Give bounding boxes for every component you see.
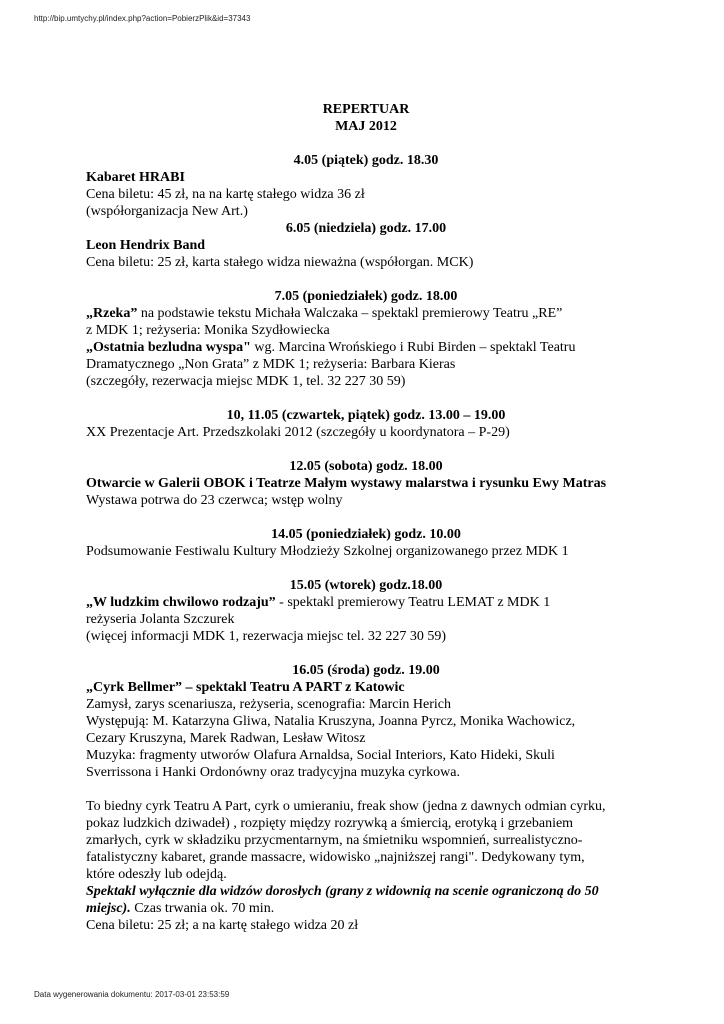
event-line: Podsumowanie Festiwalu Kultury Młodzieży Szkolnej organizowanego przez MDK 1: [86, 544, 569, 559]
page-subtitle: MAJ 2012: [335, 119, 397, 134]
generation-date-footer: Data wygenerowania dokumentu: 2017-03-01 23:53:59: [34, 990, 230, 999]
duration-text: Czas trwania ok. 70 min.: [130, 901, 275, 916]
audience-warning: Spektakl wyłącznie dla widzów dorosłych (grany z widownią na scenie ograniczoną do 50: [86, 884, 599, 899]
event-line: Sverrissona i Hanki Ordonówny oraz tradycyjna muzyka cyrkowa.: [86, 765, 461, 780]
event-price: Cena biletu: 25 zł; a na kartę stałego widza 20 zł: [86, 918, 359, 933]
event-price: Cena biletu: 45 zł, na na kartę stałego widza 36 zł: [86, 187, 365, 202]
header-url: http://bip.umtychy.pl/index.php?action=PobierzPlik&id=37343: [34, 14, 251, 23]
event-line: Wystawa potrwa do 23 czerwca; wstęp wolny: [86, 493, 343, 508]
event-date: 7.05 (poniedziałek) godz. 18.00: [274, 289, 458, 304]
description-line: To biedny cyrk Teatru A Part, cyrk o umieraniu, freak show (jedna z dawnych odmian cyrku,: [86, 799, 606, 814]
description-line: pokaz ludzkich dziwadeł) , rozpięty między rozrywką a śmiercią, erotyką i grzebaniem: [86, 816, 574, 831]
event-line: Muzyka: fragmenty utworów Olafura Arnaldsa, Social Interiors, Kato Hideki, Skuli: [86, 748, 555, 763]
event-title: „Ostatnia bezludna wyspa": [86, 340, 251, 355]
event-line: z MDK 1; reżyseria: Monika Szydłowiecka: [86, 323, 330, 338]
audience-warning-line: [86, 900, 646, 917]
event-line: (więcej informacji MDK 1, rezerwacja miejsc tel. 32 227 30 59): [86, 629, 446, 644]
event-line: XX Prezentacje Art. Przedszkolaki 2012 (szczegóły u koordynatora – P-29): [86, 425, 510, 440]
event-line: (szczegóły, rezerwacja miejsc MDK 1, tel. 32 227 30 59): [86, 374, 406, 389]
event-line: Cezary Kruszyna, Marek Radwan, Lesław Witosz: [86, 731, 366, 746]
event-text: na podstawie tekstu Michała Walczaka – spektakl premierowy Teatru „RE”: [137, 306, 563, 321]
event-note: (współorganizacja New Art.): [86, 204, 248, 219]
event-title: „W ludzkim chwilowo rodzaju”: [86, 595, 276, 610]
event-line: Dramatycznego „Non Grata” z MDK 1; reżyseria: Barbara Kieras: [86, 357, 456, 372]
event-title: „Rzeka”: [86, 306, 138, 321]
event-line: Występują: M. Katarzyna Gliwa, Natalia Kruszyna, Joanna Pyrcz, Monika Wachowicz,: [86, 714, 576, 729]
page-title: REPERTUAR: [322, 102, 410, 117]
event-date: 4.05 (piątek) godz. 18.30: [293, 153, 439, 168]
event-line: reżyseria Jolanta Szczurek: [86, 612, 235, 627]
event-date: 15.05 (wtorek) godz.18.00: [289, 578, 443, 593]
event-line: [86, 339, 646, 356]
audience-warning-end: miejsc).: [86, 901, 131, 916]
event-name: Leon Hendrix Band: [86, 238, 206, 253]
event-line: [86, 305, 646, 322]
description-line: zmarłych, cyrk w składziku przycmentarnym, na śmietniku wspomnień, surrealistyczno-: [86, 833, 583, 848]
event-price: Cena biletu: 25 zł, karta stałego widza nieważna (współorgan. MCK): [86, 255, 474, 270]
event-name: „Cyrk Bellmer” – spektakl Teatru A PART z Katowic: [86, 680, 405, 695]
document-body: [86, 101, 646, 934]
description-line: fatalistyczny kabaret, grande massacre, widowisko „najniższej rangi". Dedykowany tym,: [86, 850, 585, 865]
event-date: 12.05 (sobota) godz. 18.00: [289, 459, 443, 474]
event-line: Zamysł, zarys scenariusza, reżyseria, scenografia: Marcin Herich: [86, 697, 451, 712]
event-date: 16.05 (środa) godz. 19.00: [292, 663, 440, 678]
event-date: 6.05 (niedziela) godz. 17.00: [285, 221, 447, 236]
event-date: 10, 11.05 (czwartek, piątek) godz. 13.00 – 19.00: [226, 408, 506, 423]
event-name: Otwarcie w Galerii OBOK i Teatrze Małym wystawy malarstwa i rysunku Ewy Matras: [86, 476, 607, 491]
event-name: Kabaret HRABI: [86, 170, 185, 185]
event-date: 14.05 (poniedziałek) godz. 10.00: [271, 527, 461, 542]
event-text: wg. Marcina Wrońskiego i Rubi Birden – spektakl Teatru: [250, 340, 576, 355]
event-line: [86, 594, 646, 611]
description-line: które odeszły lub odejdą.: [86, 867, 227, 882]
event-text: - spektakl premierowy Teatru LEMAT z MDK 1: [275, 595, 551, 610]
